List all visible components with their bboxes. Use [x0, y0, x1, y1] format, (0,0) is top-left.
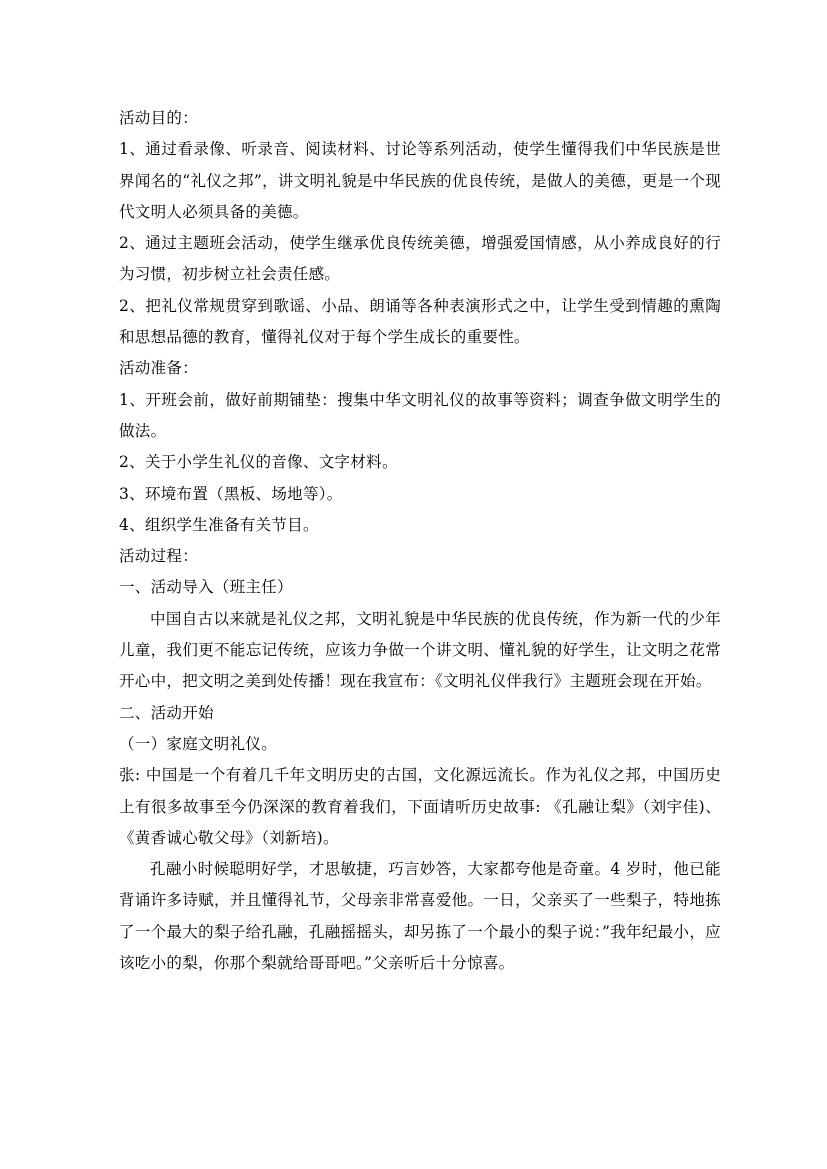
- preparation-item-3: 3、环境布置（黑板、场地等）。: [119, 484, 343, 503]
- purpose-item-2: 2、通过主题班会活动，使学生继承优良传统美德，增强爱国情感，从小养成良好的行为习惯，初步树立社会责任感。: [119, 234, 721, 284]
- subsection-heading-family: （一）家庭文明礼仪。: [119, 734, 278, 753]
- intro-paragraph: 中国自古以来就是礼仪之邦，文明礼貌是中华民族的优良传统，作为新一代的少年儿童，我们更不能忘记传统，应该力争做一个讲文明、懂礼貌的好学生，让文明之花常开心中，把文明之美到处传播！现在我宣布：《文明礼仪伴我行》主题班会现在开始。: [119, 609, 721, 691]
- preparation-item-2: 2、关于小学生礼仪的音像、文字材料。: [119, 453, 398, 472]
- story-paragraph: 孔融小时候聪明好学，才思敏捷，巧言妙答，大家都夸他是奇童。4 岁时，他已能背诵许多诗赋，并且懂得礼节，父母亲非常喜爱他。一日，父亲买了一些梨子，特地拣了一个最大的梨子给孔融，孔融摇摇头，却另拣了一个最小的梨子说：”我年纪最小，应该吃小的梨，你那个梨就给哥哥吧。”父亲听后十分惊喜。: [119, 860, 721, 973]
- section-heading-preparation: 活动准备：: [119, 359, 199, 378]
- purpose-item-3: 2、把礼仪常规贯穿到歌谣、小品、朗诵等各种表演形式之中，让学生受到情趣的熏陶和思想品德的教育，懂得礼仪对于每个学生成长的重要性。: [119, 296, 721, 347]
- dialogue-paragraph: 张: 中国是一个有着几千年文明历史的古国，文化源远流长。作为礼仪之邦，中国历史上有很多故事至今仍深深的教育着我们，下面请听历史故事: 《孔融让梨》（刘宇佳)、《黄香诚心敬父母》（刘新培)。: [119, 766, 721, 847]
- purpose-item-1: 1、通过看录像、听录音、阅读材料、讨论等系列活动，使学生懂得我们中华民族是世界闻名的“礼仪之邦”，讲文明礼貌是中华民族的优良传统，是做人的美德，更是一个现代文明人必须具备的美德。: [119, 140, 721, 221]
- preparation-item-4: 4、组织学生准备有关节目。: [119, 515, 319, 534]
- preparation-item-1: 1、开班会前，做好前期铺垫：搜集中华文明礼仪的故事等资料；调查争做文明学生的做法。: [119, 390, 721, 440]
- process-step-1-heading: 一、活动导入（班主任）: [119, 578, 293, 597]
- process-step-2-heading: 二、活动开始: [119, 703, 214, 722]
- section-heading-purpose: 活动目的：: [119, 109, 199, 127]
- section-heading-process: 活动过程：: [119, 547, 199, 566]
- document-body: [119, 103, 721, 979]
